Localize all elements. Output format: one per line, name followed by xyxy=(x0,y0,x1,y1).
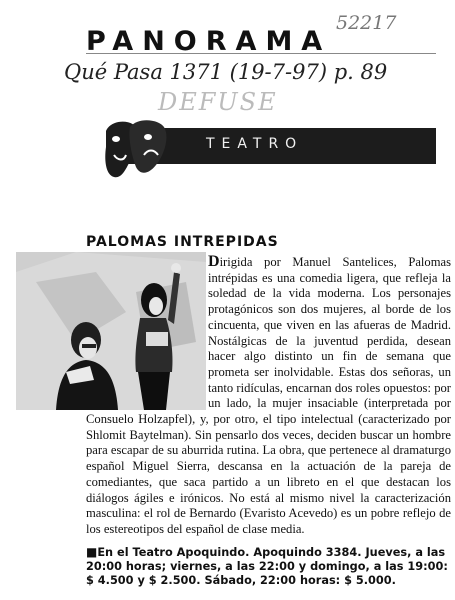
bullet-square-icon: ■ xyxy=(86,545,98,559)
magazine-section-title: PANORAMA xyxy=(86,26,332,57)
handwritten-stamp: DEFUSE xyxy=(158,88,278,116)
masthead-rule xyxy=(86,53,436,54)
article-headline: PALOMAS INTREPIDAS xyxy=(86,234,279,250)
article-body xyxy=(86,254,451,538)
handwritten-archive-number: 52217 xyxy=(336,12,397,34)
article-dropcap: D xyxy=(208,253,220,270)
section-label: TEATRO xyxy=(206,136,304,152)
handwritten-source-note: Qué Pasa 1371 (19-7-97) p. 89 xyxy=(64,60,388,84)
article-body-text: irigida por Manuel Santelices, Palomas intrépidas es una comedia ligera, que refleja la soledad de la vida moderna. Los personajes protagónicos son dos mujeres, al borde de los cincuenta, que viven en las afueras de Madrid. Nostálgicas de la juventud perdida, desean hacer algo distinto un fin de semana que prometa ser inolvidable. Estas dos señoras, un tanto ridículas, encarnan dos roles opuestos: por un lado, la mujer insaciable (interpretada por Consuelo Holzapfel), y, por otro, el tipo intelectual (caracterizado por Shlomit Baytelman). Sin pensarlo dos veces, deciden buscar un hombre para escapar de su aburrida rutina. La obra, que pertenece al dramaturgo español Miguel Sierra, descansa en la actuación de la pareja de comediantes, que saca partido a un libreto en el que destacan los diálogos ágiles e irónicos. No está al mismo nivel la caracterización masculina: el rol de Bernardo (Evaristo Acevedo) es un pobre reflejo de los estereotipos del español de clase media. xyxy=(86,255,451,536)
venue-info-text: En el Teatro Apoquindo. Apoquindo 3384. Jueves, a las 20:00 horas; viernes, a las 22:00 y domingo, a las 19:00: $ 4.500 y $ 2.500. Sábado, 22:00 horas: $ 5.000. xyxy=(86,546,448,587)
photo-wrap-space xyxy=(86,254,208,411)
theatre-masks-icon xyxy=(100,117,172,187)
venue-info xyxy=(86,545,451,588)
